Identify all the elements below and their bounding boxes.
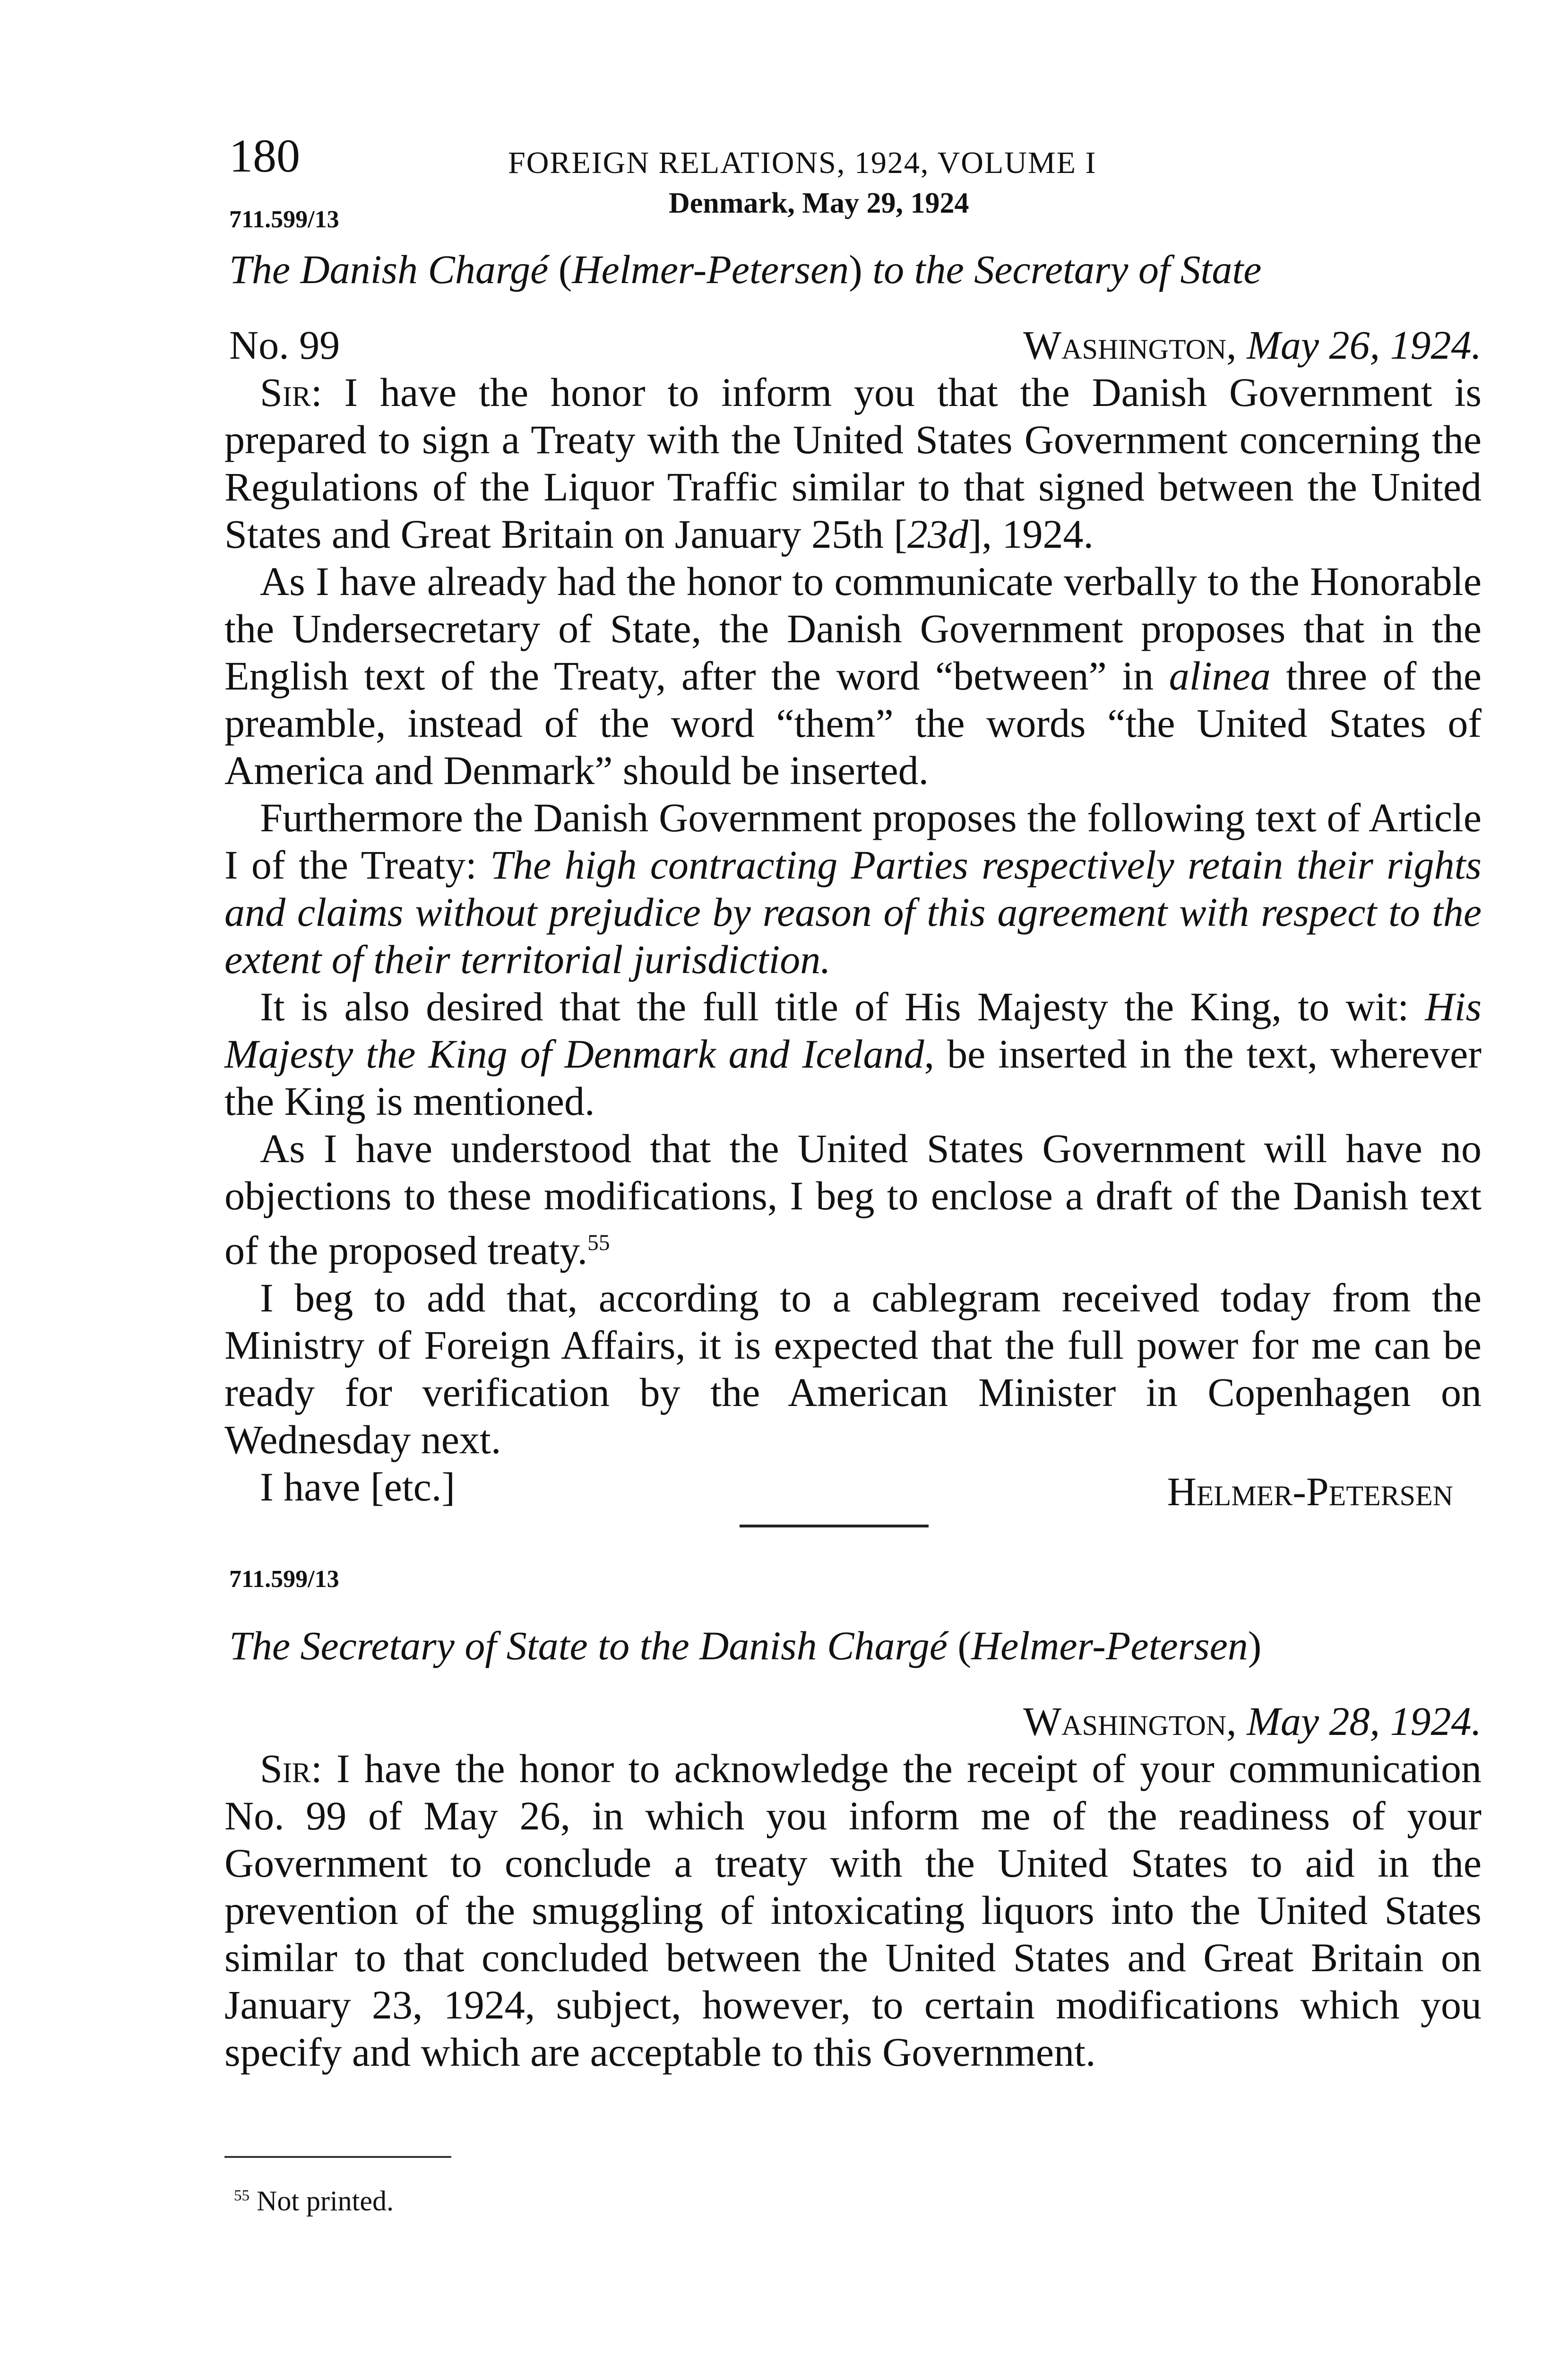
paragraph bbox=[224, 1274, 1482, 1463]
paragraph-text: , be inserted in the text, wherever the King is mentioned. bbox=[224, 1031, 1482, 1124]
paragraph-text: : I have the honor to inform you that the Danish Government is prepared to sign a Treaty with the United States Government concerning the Regulations of the Liquor Traffic similar to that signed between the United States and Great Britain on January 25th [ bbox=[224, 370, 1482, 557]
doc-number: No. 99 bbox=[229, 322, 340, 368]
title-part: ) bbox=[849, 247, 862, 292]
footnote-rule bbox=[224, 2156, 451, 2158]
paragraph bbox=[224, 794, 1482, 983]
running-head bbox=[215, 113, 1482, 182]
running-title: FOREIGN RELATIONS, 1924, VOLUME I bbox=[508, 146, 1097, 180]
place: Washington, bbox=[1023, 322, 1237, 368]
footnote bbox=[234, 2172, 1482, 2225]
paragraph-text: It is also desired that the full title of His Majesty the King, to wit: bbox=[260, 984, 1425, 1029]
letter1-title bbox=[229, 246, 1482, 293]
paragraph-text: Furthermore the Danish Government proposes the following text of Article I of the Treaty: bbox=[224, 795, 1482, 888]
paragraph-text: : I have the honor to acknowledge the receipt of your communication No. 99 of May 26, in which you inform me of the readiness of your Government to conclude a treaty with the United States to aid in the prevention of the smuggling of intoxicating liquors into the United States similar to that concluded between the United States and Great Britain on January 23, 1924, subject, however, to certain modifications which you specify and which are acceptable to this Government. bbox=[224, 1745, 1482, 2075]
paragraph-italic: 23d bbox=[907, 511, 968, 557]
letter1-number-line bbox=[215, 321, 1482, 369]
title-part: The Secretary of State to the Danish Chargé bbox=[229, 1622, 958, 1668]
paragraph-text: three of the preamble, instead of the word “them” the words “the United States of America and Denmark” should be inserted. bbox=[224, 653, 1482, 793]
signature: Helmer-Petersen bbox=[1167, 1468, 1453, 1514]
title-part: The Danish Chargé bbox=[229, 247, 559, 292]
divider bbox=[740, 1525, 929, 1527]
salutation: Sir bbox=[260, 1745, 311, 1791]
paragraph-italic: His Majesty the King of Denmark and Iceland bbox=[224, 984, 1482, 1077]
letter1-dateline bbox=[1023, 321, 1482, 369]
title-part: Helmer-Petersen bbox=[971, 1622, 1248, 1668]
paragraph bbox=[224, 1125, 1482, 1274]
paragraph-text: As I have already had the honor to communicate verbally to the Honorable the Undersecretary of State, the Danish Government proposes that in the English text of the Treaty, after the word “between” in bbox=[224, 559, 1482, 699]
section-row bbox=[215, 175, 1482, 233]
letter2-dateline bbox=[1023, 1698, 1482, 1745]
file-number: 711.599/13 bbox=[229, 1565, 339, 1593]
paragraph-text: I beg to add that, according to a cablegram received today from the Ministry of Foreign Affairs, it is expected that the full power for me can be ready for verification by the American Minister in Copenhagen on Wednesday next. bbox=[224, 1275, 1482, 1462]
paragraph-text: ], 1924. bbox=[968, 511, 1094, 557]
footnote-ref: 55 bbox=[587, 1231, 610, 1255]
title-part: Helmer-Petersen bbox=[572, 247, 849, 292]
date: May 28, 1924. bbox=[1247, 1698, 1482, 1744]
paragraph bbox=[224, 1745, 1482, 2076]
title-part: ) bbox=[1248, 1622, 1262, 1668]
file-number: 711.599/13 bbox=[229, 206, 339, 233]
salutation: Sir bbox=[260, 370, 311, 415]
page-number: 180 bbox=[229, 129, 300, 182]
letter2-title bbox=[229, 1622, 1482, 1669]
letter2-dateline-row bbox=[215, 1698, 1482, 1745]
footnote-text: Not printed. bbox=[257, 2185, 394, 2216]
paragraph bbox=[224, 983, 1482, 1125]
paragraph bbox=[224, 558, 1482, 794]
place: Washington, bbox=[1023, 1698, 1237, 1744]
closing: I have [etc.] bbox=[260, 1464, 455, 1509]
document-page bbox=[215, 113, 1482, 2225]
signature-line bbox=[215, 1463, 1482, 1514]
title-part: ( bbox=[957, 1622, 972, 1668]
title-part: ( bbox=[558, 247, 572, 292]
paragraph-italic: alinea bbox=[1169, 653, 1271, 699]
date: May 26, 1924. bbox=[1247, 322, 1482, 368]
title-part: to the Secretary of State bbox=[862, 247, 1262, 292]
paragraph bbox=[224, 369, 1482, 558]
footnote-marker: 55 bbox=[234, 2187, 250, 2204]
paragraph-text: As I have understood that the United States Government will have no objections to these modifications, I beg to enclose a draft of the Danish text of the proposed treaty. bbox=[224, 1126, 1482, 1273]
paragraph-italic: The high contracting Parties respectively retain their rights and claims without prejudice by reason of this agreement with respect to the extent of their territorial jurisdiction. bbox=[224, 842, 1482, 982]
section-heading: Denmark, May 29, 1924 bbox=[669, 187, 969, 219]
